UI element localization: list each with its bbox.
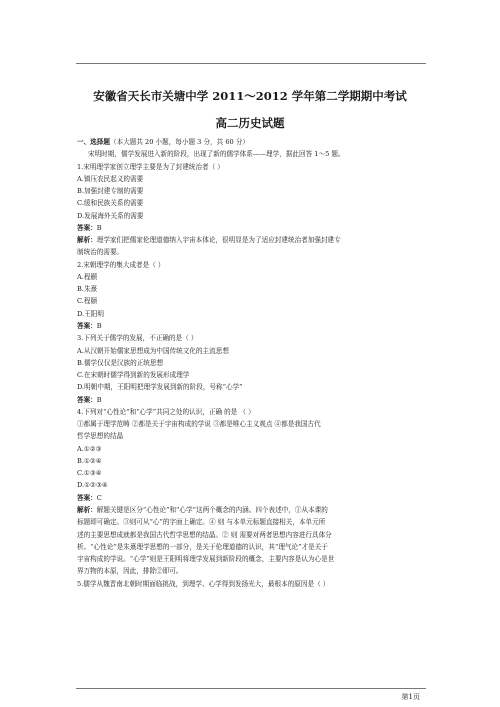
- q4-statements-line-2: 哲学思想的结晶: [77, 432, 124, 441]
- q1-answer: [77, 222, 429, 234]
- q3-option-a: A.从汉朝开始儒家思想成为中国传统文化的主流思想: [77, 346, 229, 355]
- q3-answer-label: 答案：: [77, 395, 97, 404]
- q1-analysis: [77, 234, 429, 246]
- q4-answer: [77, 492, 429, 504]
- q2-option-c: C.程颐: [77, 297, 98, 306]
- q1-stem: 1.宋明理学家创立理学主要是为了封建统治者（ ）: [77, 162, 224, 171]
- exam-subtitle: 高二历史试题: [215, 116, 285, 130]
- page-number: 第1页: [401, 693, 420, 701]
- q2-option-d: D.王阳明: [77, 309, 104, 318]
- q4-option-c: C.①③④: [77, 469, 102, 478]
- q4-analysis-line-3: 述的主要思想成就都是我国古代哲学思想的结晶。② 则 需要对两者思想内容进行具体分: [77, 530, 332, 539]
- section-intro: 宋明时期，儒学发展进入新的阶段，出现了新的儒学体系——理学，据此回答 1～5 题。: [88, 150, 345, 159]
- section-note: （本大题共 20 小题，每小题 3 分，共 60 分）: [109, 138, 250, 146]
- q1-analysis-label: 解析：: [77, 236, 97, 245]
- q4-stem: 4.下列对“心性论”和“心学”共同之处的认识，正确 的是 （ ）: [77, 407, 255, 416]
- q1-option-d: D.发展海外关系的需要: [77, 211, 144, 220]
- q2-answer-label: 答案：: [77, 321, 97, 330]
- q3-option-b: B.儒学仅仅是汉族的正统思想: [77, 358, 164, 367]
- question-content: [77, 136, 429, 590]
- q5-stem: 5.儒学从魏晋南北朝时期面临挑战，到理学、心学得到发扬光大，最根本的原因是（ ）: [77, 579, 330, 588]
- q1-answer-label: 答案：: [77, 223, 97, 232]
- q2-stem: 2.宋朝理学的集大成者是（ ）: [77, 260, 165, 269]
- q3-stem: 3.下列关于儒学的发展，不正确的是（ ）: [77, 334, 198, 343]
- section-heading: [77, 136, 429, 148]
- q4-analysis-line-5: 宇宙构成的学说。“心学”则是王阳明将理学发展到新阶段的概念，主要内容是认为心是世: [77, 555, 335, 564]
- q4-analysis-label: 解析：: [77, 505, 97, 514]
- q3-answer: [77, 394, 429, 406]
- q1-analysis-line-2: 制统治的需要。: [77, 248, 124, 257]
- q4-option-d: D.①②③④: [77, 481, 108, 490]
- q3-option-d: D.明朝中期，王阳明把理学发展到新的阶段，号称“心学”: [77, 383, 243, 392]
- q3-option-c: C.在宋朝时儒学得到新的发展形成理学: [77, 371, 190, 380]
- exam-title: 安徽省天长市关塘中学 2011～2012 学年第二学期期中考试: [93, 89, 407, 103]
- q4-statements-line-1: ①都属于理学范畴 ②都是关于宇宙构成的学说 ③都是唯心主义观点 ④都是我国古代: [77, 420, 321, 429]
- q4-analysis: [77, 504, 429, 516]
- section-label: 一、选择题: [77, 138, 110, 146]
- q1-option-a: A.镇压农民起义的需要: [77, 174, 144, 183]
- header-rule: [76, 63, 426, 64]
- q1-answer-value: B: [96, 223, 102, 232]
- q4-analysis-line-4: 析。“心性论”是朱熹理学思想的一部分，是关于伦理道德的认识，其“理气论”才是关于: [77, 542, 328, 551]
- q4-analysis-line-2: 标题即可确定。③则可从“心”的字面上确定。④ 则 与本单元标题直接相关，本单元所: [77, 518, 326, 527]
- q2-answer-value: B: [96, 321, 102, 330]
- q2-answer: [77, 320, 429, 332]
- q1-option-b: B.加强封建专制的需要: [77, 187, 144, 196]
- q1-option-c: C.缓和民族关系的需要: [77, 199, 144, 208]
- q2-option-b: B.朱熹: [77, 285, 98, 294]
- q2-option-a: A.程颢: [77, 272, 98, 281]
- footer-rule: [76, 688, 426, 689]
- q4-option-b: B.①②④: [77, 456, 102, 465]
- q4-analysis-line-6: 界万物的本原，因此，排除②即可。: [77, 567, 183, 576]
- q4-option-a: A.①②③: [77, 444, 102, 453]
- q1-analysis-line-1: 理学家们把儒家伦理道德纳入宇宙本体论，很明显是为了适应封建统治者加强封建专: [96, 236, 341, 245]
- q4-answer-label: 答案：: [77, 493, 97, 502]
- q3-answer-value: B: [96, 395, 102, 404]
- q4-answer-value: C: [96, 493, 102, 502]
- q4-analysis-line-1: 解题关键是区分“心性论”和“心学”这两个概念的内涵。四个表述中，①从本课的: [96, 505, 328, 514]
